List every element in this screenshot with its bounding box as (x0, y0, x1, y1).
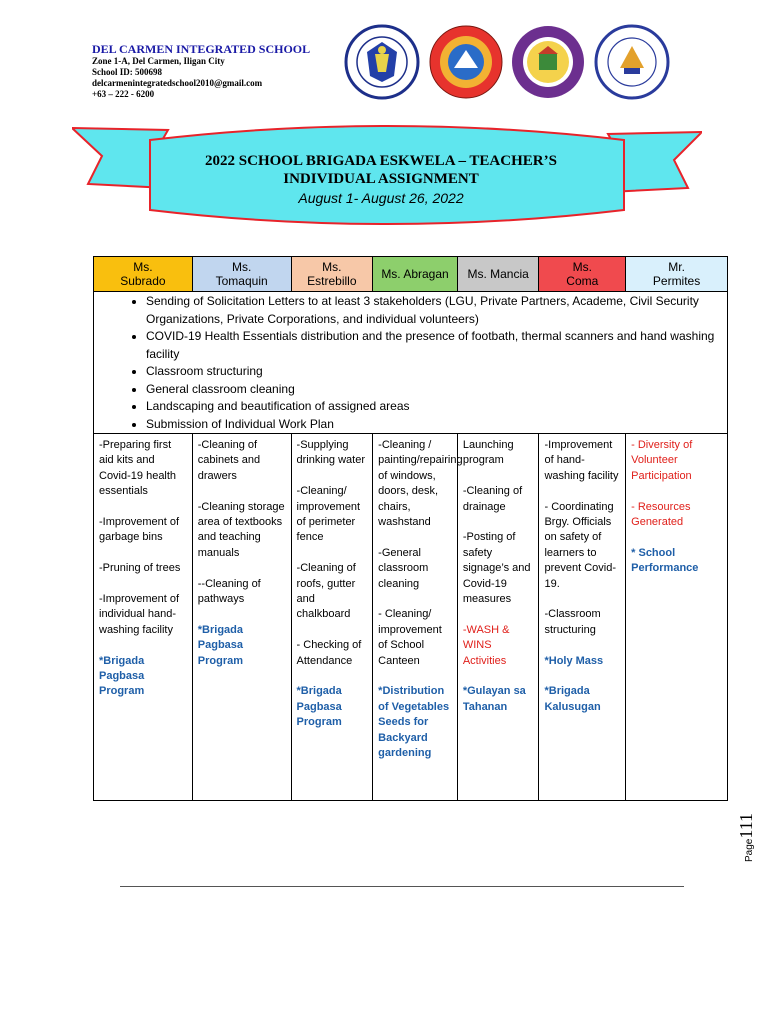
assignment-item: -Cleaning of roofs, gutter and chalkboard (296, 562, 356, 621)
assignment-cell (373, 434, 463, 801)
assignment-table (93, 256, 728, 801)
school-phone: +63 – 222 - 6200 (92, 89, 155, 99)
assignment-item: -Supplying drinking water (296, 439, 366, 467)
general-task-item: • Sending of Solicitation Letters to at least 3 stakeholders (LGU, Private Partners, Academe, Civil Security Organizations, Private Corporations, and individual volunteers) (146, 293, 723, 328)
assignment-item: -Classroom structuring (544, 608, 601, 636)
teacher-name-line: Mr. (668, 260, 685, 274)
assignment-item: *Distribution of Vegetables Seeds for Backyard gardening (378, 685, 450, 760)
page-number (736, 813, 757, 862)
teacher-name-line: Tomaquin (215, 274, 268, 288)
assignment-item: -Cleaning of cabinets and drawers (197, 439, 261, 482)
assignment-item: -Pruning of trees (99, 562, 181, 575)
teacher-header (94, 257, 193, 292)
general-tasks-list (98, 293, 723, 433)
school-header (92, 42, 310, 100)
assignment-item: -Cleaning storage area of textbooks and teaching manuals (197, 500, 285, 559)
assignment-item: - Checking of Attendance (296, 639, 362, 667)
general-task-item: • COVID-19 Health Essentials distribution and the presence of footbath, thermal scanners and hand washing facility (146, 328, 723, 363)
deped-seal-logo (342, 24, 422, 100)
assignment-item: --Cleaning of pathways (197, 577, 261, 606)
assignment-item: - Diversity of Volunteer Participation (631, 439, 693, 482)
assignment-cell (192, 434, 291, 801)
general-tasks-row (94, 292, 728, 434)
teacher-header-row (94, 257, 728, 292)
school-name: DEL CARMEN INTEGRATED SCHOOL (92, 42, 311, 56)
assignment-item: -General classroom cleaning (378, 546, 429, 590)
assignment-item: *Brigada Pagbasa Program (197, 623, 244, 667)
deped-region-seal-logo (426, 24, 506, 100)
school-seal-logo (592, 24, 672, 100)
footer-rule (120, 886, 684, 887)
assignment-cell (94, 434, 193, 801)
school-address: Zone 1-A, Del Carmen, Iligan City (92, 56, 225, 66)
teacher-name-line: Estrebillo (307, 274, 357, 288)
teacher-name-line: Subrado (120, 274, 166, 288)
assignment-cell (457, 434, 539, 801)
banner-title-line2: INDIVIDUAL ASSIGNMENT (283, 171, 479, 187)
assignment-item: - Resources Generated (631, 500, 691, 529)
assignment-item: -Improvement of individual hand-washing facility (99, 593, 180, 636)
teacher-header (192, 257, 291, 292)
general-tasks-cell (94, 292, 728, 434)
assignment-cell (291, 434, 373, 801)
assignment-item: Launching program (462, 439, 514, 467)
teacher-header (291, 257, 373, 292)
teacher-header (626, 257, 728, 292)
general-task-item: • Submission of Individual Work Plan (146, 416, 723, 434)
general-task-item: • Classroom structuring (146, 363, 723, 381)
school-id: School ID: 500698 (92, 67, 163, 77)
teacher-name-line: Coma (566, 274, 599, 288)
teacher-header (457, 257, 539, 292)
school-email: delcarmenintegratedschool2010@gmail.com (92, 78, 263, 88)
assignment-item: - Cleaning/ improvement of School Canteen (378, 608, 442, 667)
teacher-name-line: Ms. (231, 260, 252, 274)
assignment-item: -Posting of safety signage’s and Covid-19 measures (462, 531, 531, 606)
assignment-item: *Holy Mass (544, 654, 604, 667)
assignment-item: * School Performance (631, 546, 699, 575)
teacher-name-line: Ms. Abragan (381, 267, 449, 281)
assignment-item: *Brigada Kalusugan (544, 685, 601, 713)
page-label: Page (744, 838, 755, 862)
assignment-item: -Improvement of garbage bins (99, 516, 180, 544)
division-iligan-seal-logo (508, 24, 588, 100)
assignments-row (94, 434, 728, 801)
assignment-item: -Improvement of hand-washing facility (544, 439, 619, 482)
teacher-name-line: Ms. (572, 260, 592, 274)
banner-date: August 1- August 26, 2022 (298, 190, 464, 206)
assignment-item: -Cleaning / painting/repairing of windows, doors, desk, chairs, washstand (378, 439, 463, 529)
teacher-name-line: Permites (652, 274, 701, 288)
banner-title-line1: 2022 SCHOOL BRIGADA ESKWELA – TEACHER’S (205, 153, 557, 169)
assignment-item: -Cleaning/ improvement of perimeter fence (296, 485, 361, 544)
assignment-cell (539, 434, 626, 801)
general-task-item: • Landscaping and beautification of assigned areas (146, 398, 723, 416)
page-number-value: 111 (736, 812, 756, 839)
assignment-cell (626, 434, 728, 801)
assignment-item: *Gulayan sa Tahanan (462, 685, 526, 713)
teacher-header (373, 257, 458, 292)
teacher-name-line: Ms. (322, 260, 342, 274)
assignment-item: - Coordinating Brgy. Officials on safety of learners to prevent Covid-19. (544, 500, 617, 590)
teacher-name-line: Ms. (133, 260, 153, 274)
general-task-item: • General classroom cleaning (146, 381, 723, 399)
assignment-item: -Cleaning of drainage (462, 485, 523, 513)
assignment-item: *Brigada Pagbasa Program (99, 654, 145, 698)
assignment-item: *Brigada Pagbasa Program (296, 685, 342, 729)
assignment-item: -Preparing first aid kits and Covid-19 health essentials (99, 439, 177, 498)
banner-text (150, 152, 612, 207)
teacher-header (539, 257, 626, 292)
assignment-item: -WASH & WINS Activities (462, 623, 510, 667)
teacher-name-line: Ms. Mancia (467, 267, 529, 281)
